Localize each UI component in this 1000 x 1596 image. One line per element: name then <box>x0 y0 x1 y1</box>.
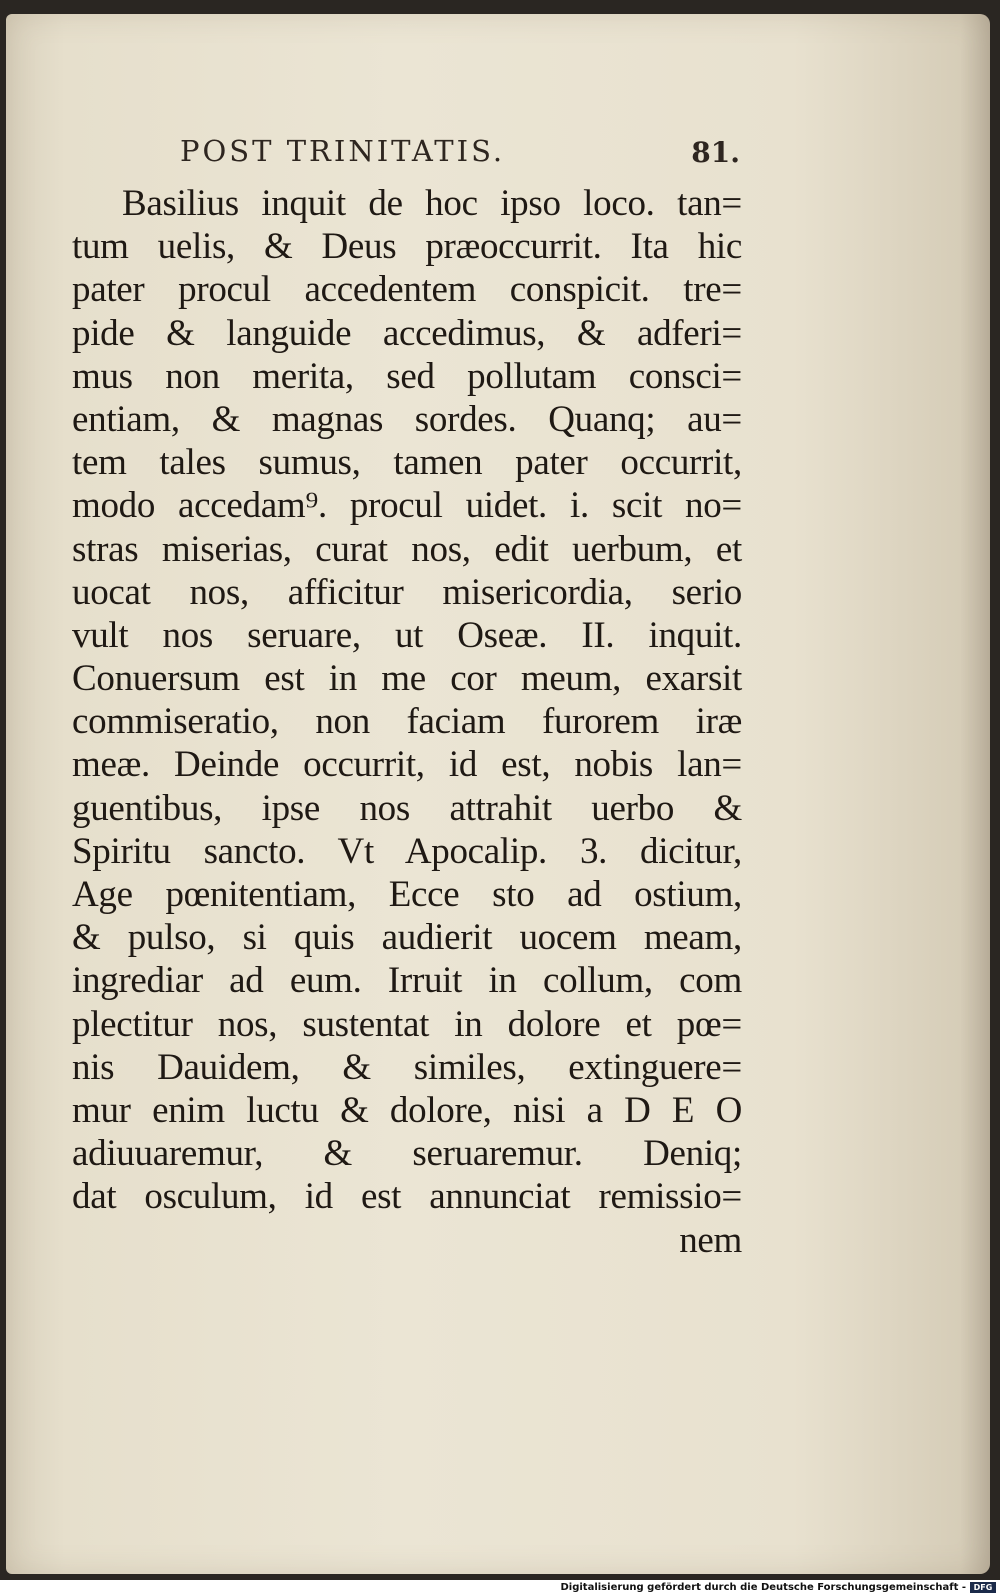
text-line: Age pœnitentiam, Ecce sto ad ostium, <box>72 874 742 915</box>
dfg-logo: DFG <box>970 1582 996 1593</box>
text-line: Spiritu sancto. Vt Apocalip. 3. dicitur, <box>72 830 742 872</box>
page-header <box>180 134 740 174</box>
text-line: entiam, & magnas sordes. Quanq; au= <box>72 398 742 440</box>
book-page <box>6 14 990 1574</box>
text-line: Conuersum est in me cor meum, exarsit <box>72 658 742 700</box>
text-line: meæ. Deinde occurrit, id est, nobis lan= <box>72 744 742 786</box>
running-head: POST TRINITATIS. <box>180 134 506 168</box>
text-line: mur enim luctu & dolore, nisi a D E O <box>72 1089 742 1131</box>
text-line: mus non merita, sed pollutam consci= <box>72 355 742 397</box>
text-line: modo accedam⁹. procul uidet. i. scit no= <box>72 485 742 527</box>
text-line: uocat nos, afficitur misericordia, serio <box>72 571 742 613</box>
text-line: guentibus, ipse nos attrahit uerbo & <box>72 787 742 829</box>
page-number: 81. <box>691 136 740 169</box>
text-line: pide & languide accedimus, & adferi= <box>72 312 742 354</box>
body-text <box>72 182 742 1262</box>
text-line: tum uelis, & Deus præoccurrit. Ita hic <box>72 226 742 268</box>
text-line: commiseratio, non faciam furorem iræ <box>72 701 742 743</box>
text-line: adiuuaremur, & seruaremur. Deniq; <box>72 1133 742 1175</box>
text-line: plectitur nos, sustentat in dolore et pœ= <box>72 1003 742 1045</box>
funding-credit: Digitalisierung gefördert durch die Deutsche Forschungsgemeinschaft - <box>560 1582 966 1593</box>
text-line: Basilius inquit de hoc ipso loco. tan= <box>122 183 742 224</box>
text-line: ingrediar ad eum. Irruit in collum, com <box>72 960 742 1002</box>
text-line: vult nos seruare, ut Oseæ. II. inquit. <box>72 614 742 656</box>
text-line: dat osculum, id est annunciat remissio= <box>72 1176 742 1218</box>
text-line: pater procul accedentem conspicit. tre= <box>72 269 742 311</box>
text-line: stras miserias, curat nos, edit uerbum, et <box>72 528 742 570</box>
text-line: & pulso, si quis audierit uocem meam, <box>72 917 742 959</box>
text-line: tem tales sumus, tamen pater occurrit, <box>72 442 742 484</box>
catchword: nem <box>679 1219 742 1261</box>
text-line: nis Dauidem, & similes, extinguere= <box>72 1046 742 1088</box>
